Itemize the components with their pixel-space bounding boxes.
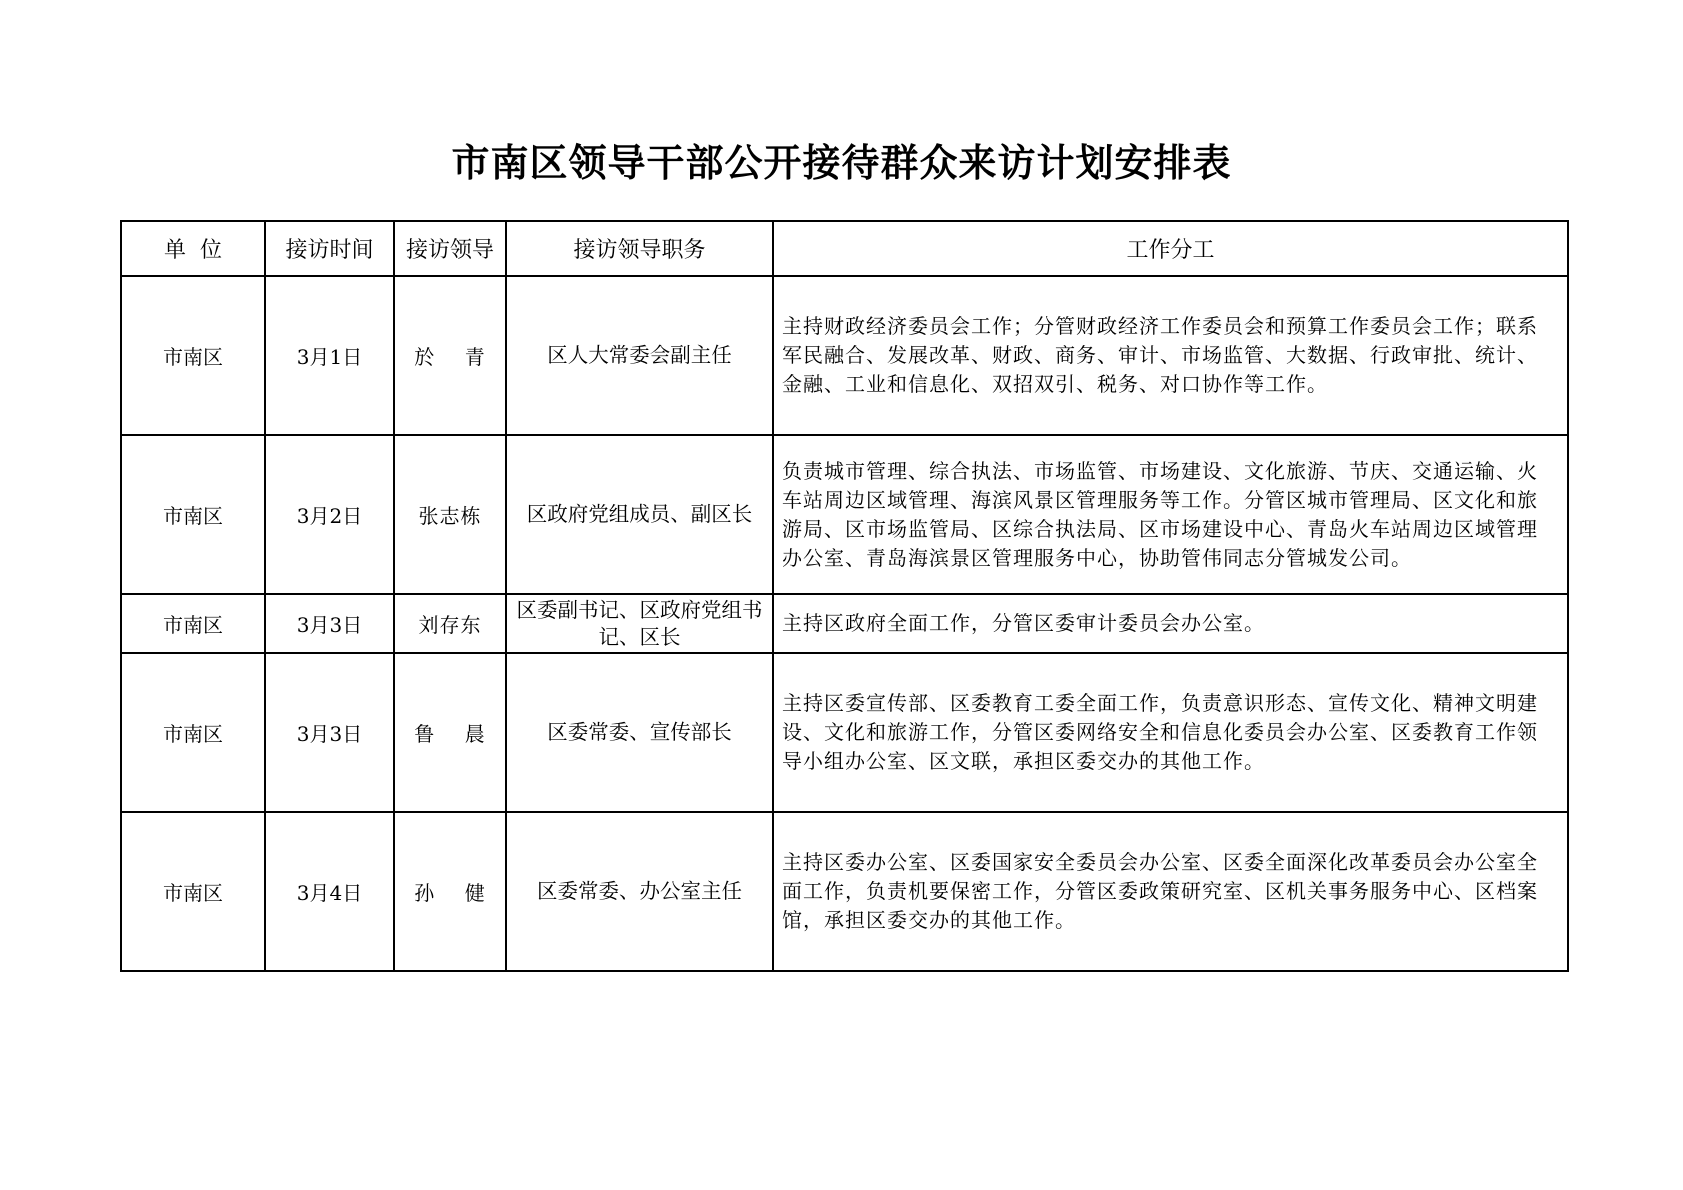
cell-leader: 张志栋 (394, 435, 506, 594)
header-leader: 接访领导 (394, 221, 506, 276)
cell-time: 3月3日 (265, 653, 394, 812)
cell-unit: 市南区 (121, 435, 265, 594)
cell-time: 3月1日 (265, 276, 394, 435)
cell-duty: 主持区委宣传部、区委教育工委全面工作，负责意识形态、宣传文化、精神文明建设、文化和旅游工作，分管区委网络安全和信息化委员会办公室、区委教育工作领导小组办公室、区文联，承担区委交办的其他工作。 (773, 653, 1568, 812)
cell-post: 区委常委、宣传部长 (506, 653, 773, 812)
cell-duty: 主持区政府全面工作，分管区委审计委员会办公室。 (773, 594, 1568, 653)
cell-unit: 市南区 (121, 812, 265, 971)
cell-post: 区委副书记、区政府党组书记、区长 (506, 594, 773, 653)
table-row (121, 594, 1568, 653)
cell-unit: 市南区 (121, 653, 265, 812)
cell-time: 3月3日 (265, 594, 394, 653)
cell-leader: 於 青 (394, 276, 506, 435)
cell-unit: 市南区 (121, 594, 265, 653)
cell-leader: 鲁 晨 (394, 653, 506, 812)
header-time: 接访时间 (265, 221, 394, 276)
table-header-row (121, 221, 1568, 276)
page-title: 市南区领导干部公开接待群众来访计划安排表 (451, 140, 1232, 185)
cell-duty: 主持区委办公室、区委国家安全委员会办公室、区委全面深化改革委员会办公室全面工作，负责机要保密工作，分管区委政策研究室、区机关事务服务中心、区档案馆，承担区委交办的其他工作。 (773, 812, 1568, 971)
header-unit: 单 位 (121, 221, 265, 276)
cell-unit: 市南区 (121, 276, 265, 435)
cell-leader: 刘存东 (394, 594, 506, 653)
table-row (121, 276, 1568, 435)
table-row (121, 653, 1568, 812)
cell-duty: 负责城市管理、综合执法、市场监管、市场建设、文化旅游、节庆、交通运输、火车站周边区域管理、海滨风景区管理服务等工作。分管区城市管理局、区文化和旅游局、区市场监管局、区综合执法局、区市场建设中心、青岛火车站周边区域管理办公室、青岛海滨景区管理服务中心，协助管伟同志分管城发公司。 (773, 435, 1568, 594)
cell-time: 3月4日 (265, 812, 394, 971)
cell-leader: 孙 健 (394, 812, 506, 971)
header-post: 接访领导职务 (506, 221, 773, 276)
table-row (121, 812, 1568, 971)
header-duty: 工作分工 (773, 221, 1568, 276)
cell-post: 区人大常委会副主任 (506, 276, 773, 435)
table-row (121, 435, 1568, 594)
cell-post: 区委常委、办公室主任 (506, 812, 773, 971)
cell-time: 3月2日 (265, 435, 394, 594)
schedule-table (120, 220, 1569, 972)
cell-duty: 主持财政经济委员会工作；分管财政经济工作委员会和预算工作委员会工作；联系军民融合、发展改革、财政、商务、审计、市场监管、大数据、行政审批、统计、金融、工业和信息化、双招双引、税务、对口协作等工作。 (773, 276, 1568, 435)
cell-post: 区政府党组成员、副区长 (506, 435, 773, 594)
